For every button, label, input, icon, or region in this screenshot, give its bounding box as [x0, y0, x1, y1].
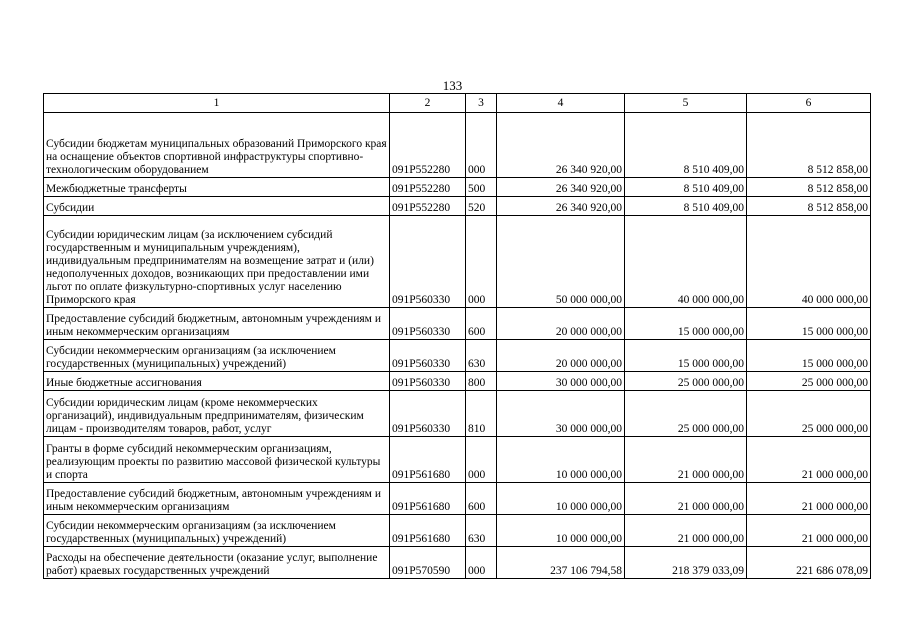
table-row	[44, 437, 871, 483]
row-value-col5: 8 510 409,00	[625, 113, 747, 178]
row-type: 000	[466, 547, 497, 579]
row-name: Иные бюджетные ассигнования	[44, 372, 390, 391]
row-type: 000	[466, 216, 497, 308]
row-value-col4: 50 000 000,00	[497, 216, 625, 308]
table-row	[44, 515, 871, 547]
table-row	[44, 178, 871, 197]
table-row	[44, 391, 871, 437]
row-name: Субсидии некоммерческим организациям (за исключением государственных (муниципальных) учреждений)	[44, 340, 390, 372]
row-code: 091P560330	[390, 216, 466, 308]
row-value-col6: 25 000 000,00	[747, 391, 871, 437]
row-code: 091P561680	[390, 515, 466, 547]
page-number: 133	[442, 78, 463, 93]
row-code: 091P552280	[390, 113, 466, 178]
row-value-col4: 30 000 000,00	[497, 391, 625, 437]
row-code: 091P560330	[390, 308, 466, 340]
row-value-col5: 8 510 409,00	[625, 178, 747, 197]
table-row	[44, 216, 871, 308]
row-value-col5: 15 000 000,00	[625, 340, 747, 372]
row-value-col5: 40 000 000,00	[625, 216, 747, 308]
row-name: Гранты в форме субсидий некоммерческим организациям, реализующим проекты по развитию массовой физической культуры и спорта	[44, 437, 390, 483]
row-value-col4: 26 340 920,00	[497, 178, 625, 197]
row-value-col4: 10 000 000,00	[497, 483, 625, 515]
row-value-col6: 221 686 078,09	[747, 547, 871, 579]
row-name: Предоставление субсидий бюджетным, автономным учреждениям и иным некоммерческим организациям	[44, 483, 390, 515]
table-row	[44, 308, 871, 340]
row-value-col6: 15 000 000,00	[747, 308, 871, 340]
row-value-col5: 21 000 000,00	[625, 483, 747, 515]
row-value-col5: 21 000 000,00	[625, 437, 747, 483]
row-name: Субсидии некоммерческим организациям (за исключением государственных (муниципальных) учреждений)	[44, 515, 390, 547]
table-row	[44, 483, 871, 515]
column-header-6: 6	[747, 94, 871, 113]
row-value-col5: 25 000 000,00	[625, 372, 747, 391]
row-value-col6: 25 000 000,00	[747, 372, 871, 391]
row-type: 600	[466, 308, 497, 340]
row-value-col6: 40 000 000,00	[747, 216, 871, 308]
table-row	[44, 372, 871, 391]
row-code: 091P552280	[390, 197, 466, 216]
row-value-col6: 21 000 000,00	[747, 483, 871, 515]
row-code: 091P570590	[390, 547, 466, 579]
table-row	[44, 113, 871, 178]
row-value-col6: 8 512 858,00	[747, 197, 871, 216]
row-value-col5: 21 000 000,00	[625, 515, 747, 547]
row-code: 091P552280	[390, 178, 466, 197]
row-name: Межбюджетные трансферты	[44, 178, 390, 197]
table-row	[44, 547, 871, 579]
row-value-col6: 8 512 858,00	[747, 113, 871, 178]
row-code: 091P560330	[390, 372, 466, 391]
row-value-col4: 237 106 794,58	[497, 547, 625, 579]
row-type: 810	[466, 391, 497, 437]
table-row	[44, 340, 871, 372]
row-type: 000	[466, 437, 497, 483]
row-value-col4: 10 000 000,00	[497, 437, 625, 483]
row-value-col4: 30 000 000,00	[497, 372, 625, 391]
row-value-col4: 10 000 000,00	[497, 515, 625, 547]
column-header-5: 5	[625, 94, 747, 113]
row-value-col5: 15 000 000,00	[625, 308, 747, 340]
column-header-4: 4	[497, 94, 625, 113]
row-name: Предоставление субсидий бюджетным, автономным учреждениям и иным некоммерческим организациям	[44, 308, 390, 340]
row-type: 520	[466, 197, 497, 216]
budget-table	[43, 93, 871, 579]
row-name: Субсидии	[44, 197, 390, 216]
row-code: 091P560330	[390, 340, 466, 372]
row-value-col6: 15 000 000,00	[747, 340, 871, 372]
row-name: Расходы на обеспечение деятельности (оказание услуг, выполнение работ) краевых государственных учреждений	[44, 547, 390, 579]
row-type: 800	[466, 372, 497, 391]
column-header-2: 2	[390, 94, 466, 113]
row-type: 500	[466, 178, 497, 197]
row-type: 630	[466, 340, 497, 372]
row-value-col4: 26 340 920,00	[497, 197, 625, 216]
row-value-col4: 26 340 920,00	[497, 113, 625, 178]
row-value-col6: 21 000 000,00	[747, 437, 871, 483]
row-type: 630	[466, 515, 497, 547]
table-row	[44, 197, 871, 216]
row-name: Субсидии юридическим лицам (за исключением субсидий государственным и муниципальным учреждениям), индивидуальным предпринимателям на возмещение затрат и (или) недополученных доходов, возникающих при предоставлении ими льгот по оплате физкультурно-спортивных услуг населению Приморского края	[44, 216, 390, 308]
row-type: 000	[466, 113, 497, 178]
row-value-col6: 21 000 000,00	[747, 515, 871, 547]
row-type: 600	[466, 483, 497, 515]
row-code: 091P560330	[390, 391, 466, 437]
row-name: Субсидии бюджетам муниципальных образований Приморского края на оснащение объектов спортивной инфраструктуры спортивно-технологическим оборудованием	[44, 113, 390, 178]
row-value-col5: 25 000 000,00	[625, 391, 747, 437]
column-header-3: 3	[466, 94, 497, 113]
row-value-col4: 20 000 000,00	[497, 308, 625, 340]
row-code: 091P561680	[390, 437, 466, 483]
row-value-col6: 8 512 858,00	[747, 178, 871, 197]
column-header-1: 1	[44, 94, 390, 113]
row-name: Субсидии юридическим лицам (кроме некоммерческих организаций), индивидуальным предпринимателям, физическим лицам - производителям товаров, работ, услуг	[44, 391, 390, 437]
row-code: 091P561680	[390, 483, 466, 515]
row-value-col5: 218 379 033,09	[625, 547, 747, 579]
row-value-col4: 20 000 000,00	[497, 340, 625, 372]
row-value-col5: 8 510 409,00	[625, 197, 747, 216]
header-row	[44, 94, 871, 113]
